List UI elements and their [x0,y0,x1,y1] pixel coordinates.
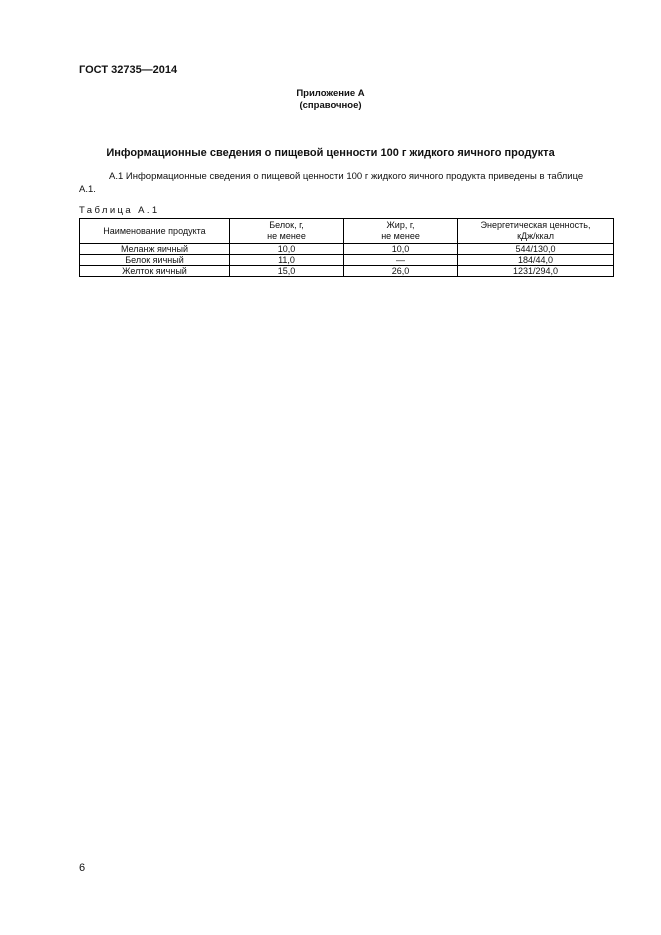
header-protein [230,219,344,244]
nutrition-table [79,218,614,277]
header-energy [458,219,614,244]
table-row [80,255,614,266]
appendix-note: (справочное) [299,100,362,111]
cell-protein: 10,0 [230,244,344,255]
header-line: Наименование продукта [103,225,206,236]
header-line: Энергетическая ценность, [480,220,591,230]
table-header-row [80,219,614,244]
cell-fat: — [344,255,458,266]
header-line: кДж/ккал [517,231,554,241]
cell-protein: 15,0 [230,266,344,277]
appendix-block [0,88,661,112]
table-row [80,244,614,255]
header-product-name [80,219,230,244]
page-number: 6 [79,862,86,874]
cell-fat: 26,0 [344,266,458,277]
cell-energy: 184/44,0 [458,255,614,266]
cell-product: Меланж яичный [80,244,230,255]
header-line: не менее [381,231,420,241]
header-line: не менее [267,231,306,241]
cell-fat: 10,0 [344,244,458,255]
section-heading: Информационные сведения о пищевой ценности 100 г жидкого яичного продукта [106,147,555,159]
header-line: Белок, г, [269,220,304,230]
header-line: Жир, г, [386,220,415,230]
cell-energy: 544/130,0 [458,244,614,255]
table-caption: Таблица А.1 [79,205,160,216]
cell-product: Желток яичный [80,266,230,277]
cell-product: Белок яичный [80,255,230,266]
standard-code: ГОСТ 32735—2014 [79,64,178,76]
appendix-title: Приложение А [296,88,365,99]
body-paragraph: А.1 Информационные сведения о пищевой ценности 100 г жидкого яичного продукта приведены в таблице А.1. [79,171,584,195]
cell-energy: 1231/294,0 [458,266,614,277]
cell-protein: 11,0 [230,255,344,266]
table-row [80,266,614,277]
header-fat [344,219,458,244]
